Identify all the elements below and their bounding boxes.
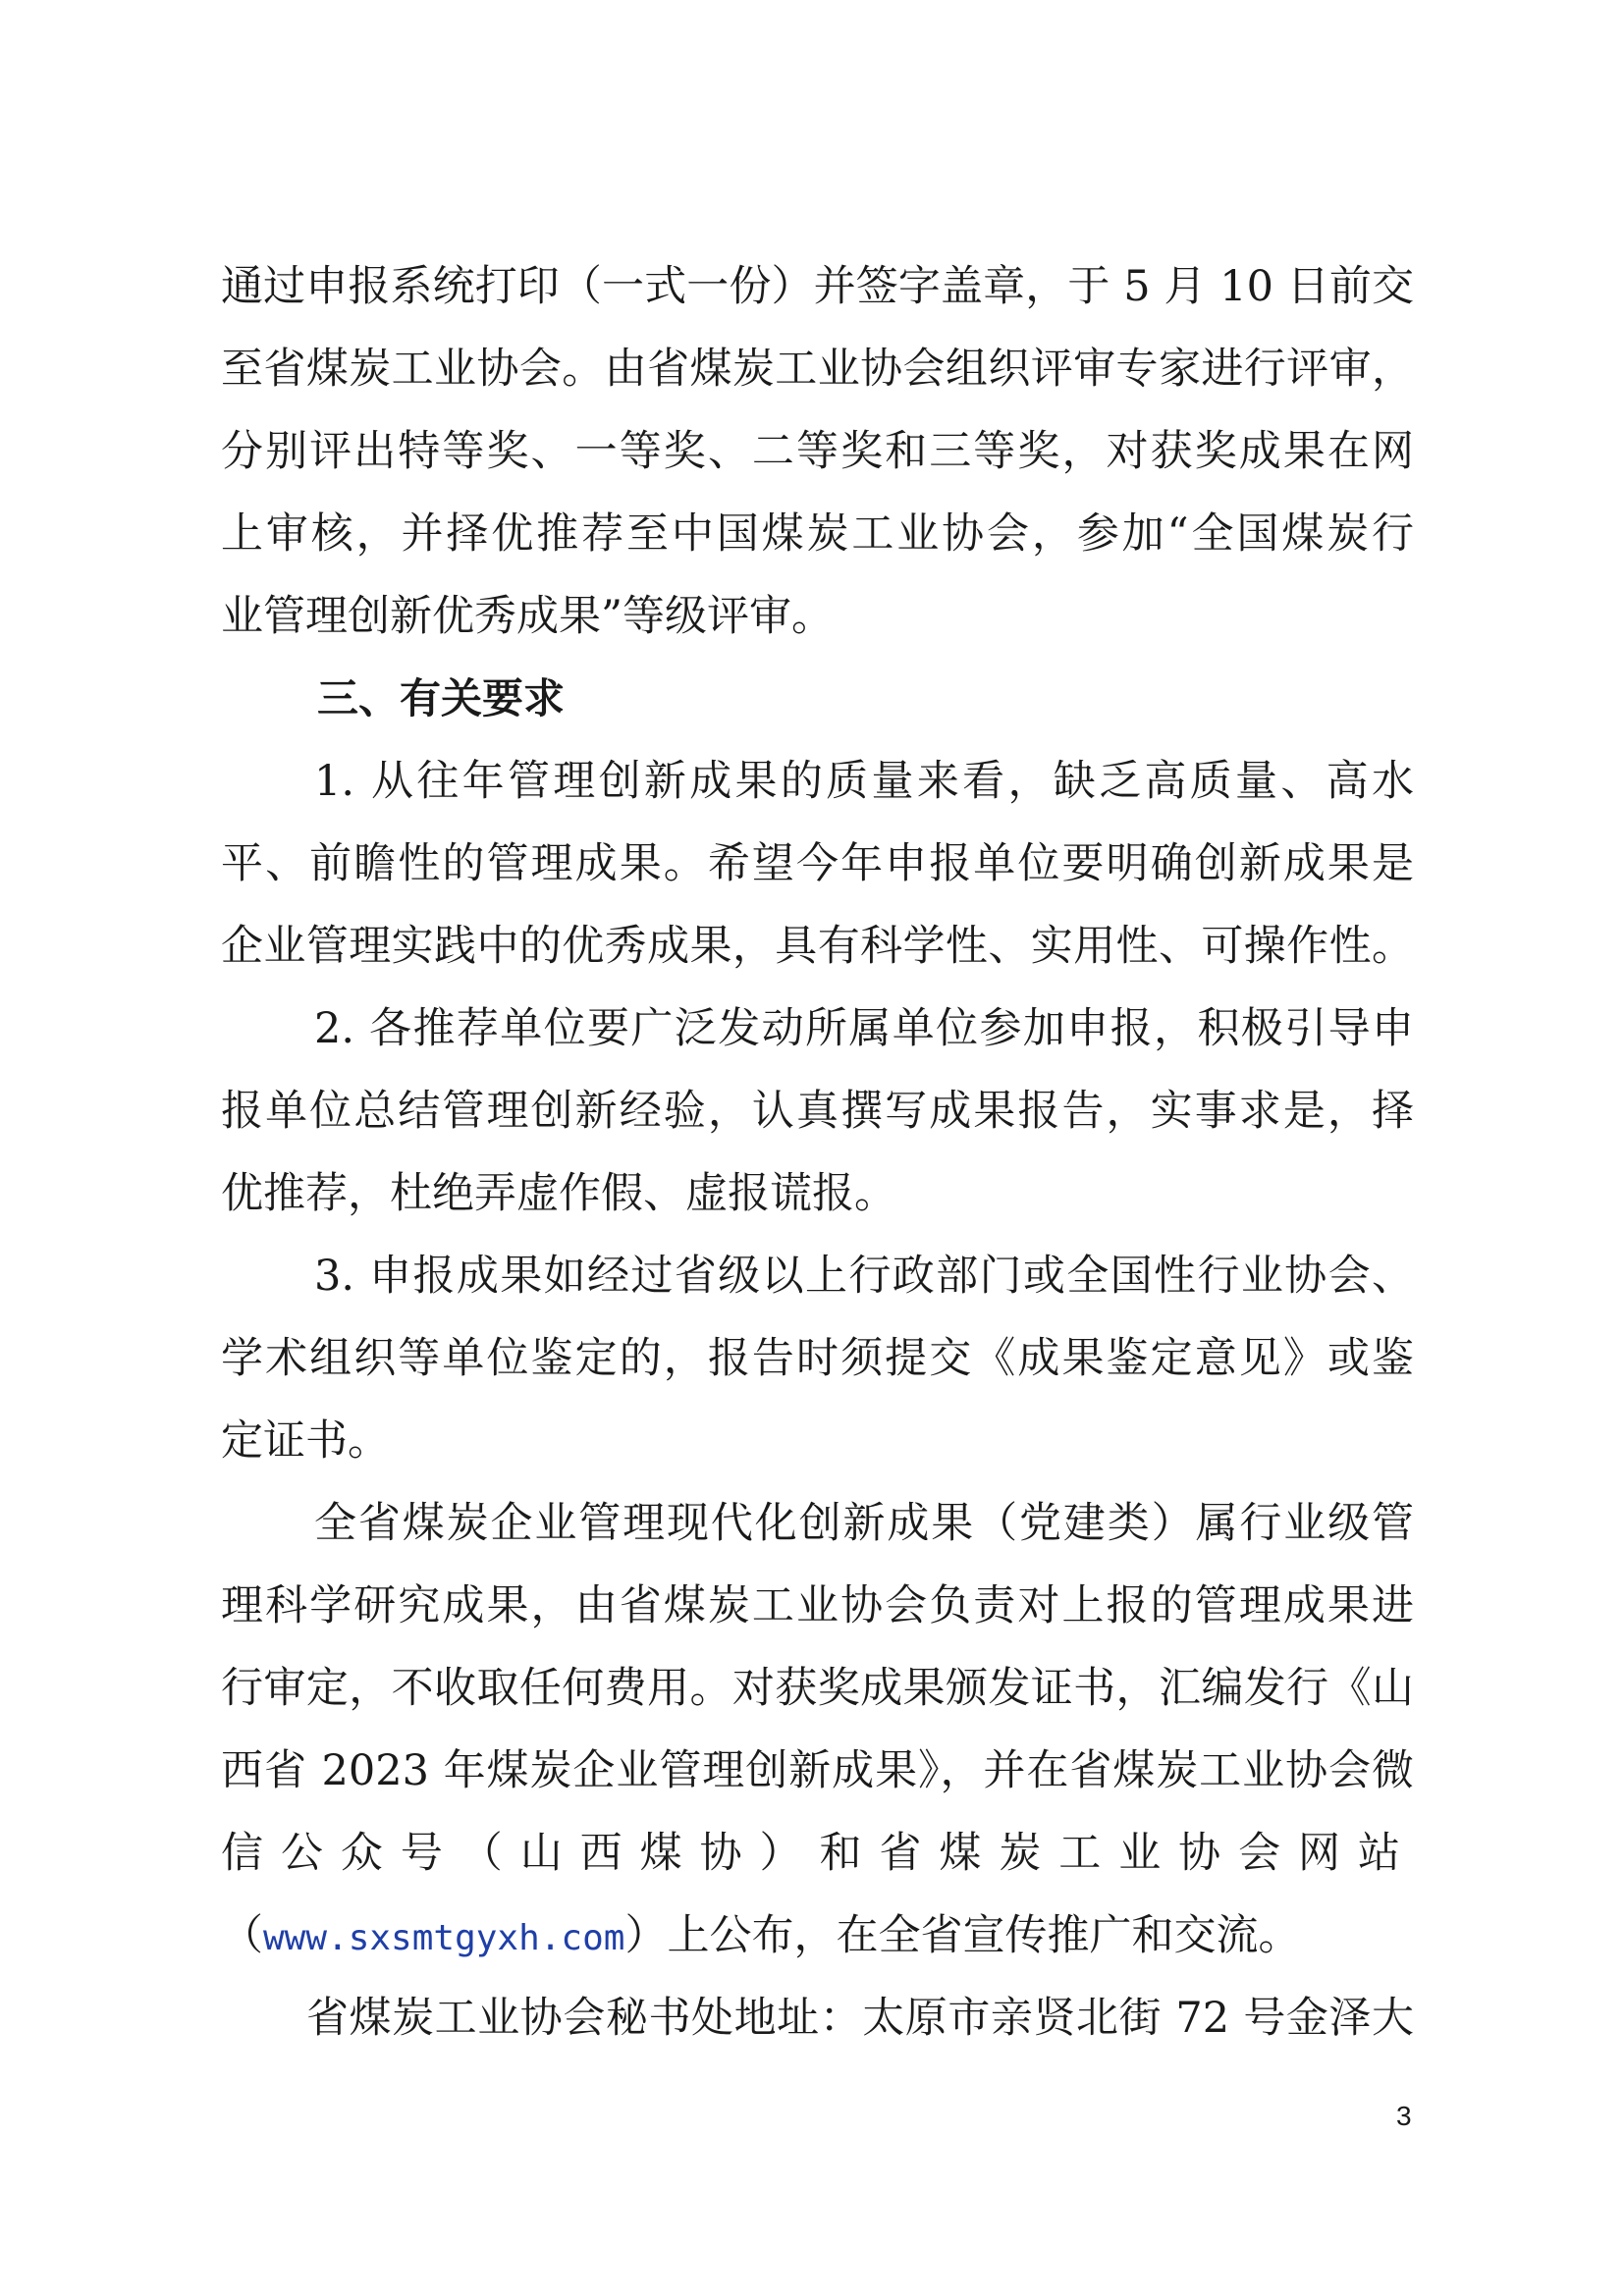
requirement-2-line-1: 2. 各推荐单位要广泛发动所属单位参加申报，积极引导申 bbox=[314, 1004, 1414, 1053]
url-open-paren: （ bbox=[221, 1911, 263, 1960]
section-three-heading: 三、有关要求 bbox=[317, 674, 566, 722]
publication-line-2: 理科学研究成果，由省煤炭工业协会负责对上报的管理成果进 bbox=[221, 1581, 1414, 1630]
requirement-3-line-3: 定证书。 bbox=[221, 1416, 390, 1466]
publication-line-3: 行审定，不收取任何费用。对获奖成果颁发证书，汇编发行《山 bbox=[221, 1664, 1414, 1713]
publication-line-1: 全省煤炭企业管理现代化创新成果（党建类）属行业级管 bbox=[314, 1499, 1414, 1548]
review-process-line-2: 至省煤炭工业协会。由省煤炭工业协会组织评审专家进行评审， bbox=[221, 345, 1414, 394]
page-number: 3 bbox=[1396, 2101, 1412, 2131]
requirement-2-line-3: 优推荐，杜绝弄虚作假、虚报谎报。 bbox=[221, 1169, 896, 1218]
requirement-1-line-1: 1. 从往年管理创新成果的质量来看，缺乏高质量、高水 bbox=[314, 757, 1414, 806]
website-link[interactable]: www.sxsmtgyxh.com bbox=[263, 1918, 625, 1958]
review-process-line-5: 业管理创新优秀成果”等级评审。 bbox=[221, 592, 834, 641]
requirement-1-line-2: 平、前瞻性的管理成果。希望今年申报单位要明确创新成果是 bbox=[221, 839, 1414, 888]
publication-line-6 bbox=[221, 1906, 1414, 1965]
review-process-line-1: 通过申报系统打印（一式一份）并签字盖章，于 5 月 10 日前交 bbox=[221, 262, 1414, 311]
url-close-text: ）上公布，在全省宣传推广和交流。 bbox=[624, 1911, 1301, 1960]
requirement-3-line-1: 3. 申报成果如经过省级以上行政部门或全国性行业协会、 bbox=[314, 1252, 1414, 1301]
address-line-1: 省煤炭工业协会秘书处地址：太原市亲贤北街 72 号金泽大 bbox=[306, 1994, 1414, 2043]
publication-line-4: 西省 2023 年煤炭企业管理创新成果》，并在省煤炭工业协会微 bbox=[221, 1746, 1414, 1795]
requirement-3-line-2: 学术组织等单位鉴定的，报告时须提交《成果鉴定意见》或鉴 bbox=[221, 1334, 1414, 1383]
review-process-line-4: 上审核，并择优推荐至中国煤炭工业协会，参加“全国煤炭行 bbox=[221, 509, 1414, 559]
requirement-1-line-3: 企业管理实践中的优秀成果，具有科学性、实用性、可操作性。 bbox=[221, 922, 1414, 971]
publication-line-5: 信公众号（山西煤协）和省煤炭工业协会网站 bbox=[221, 1829, 1414, 1878]
review-process-line-3: 分别评出特等奖、一等奖、二等奖和三等奖，对获奖成果在网 bbox=[221, 427, 1414, 476]
requirement-2-line-2: 报单位总结管理创新经验，认真撰写成果报告，实事求是，择 bbox=[221, 1087, 1414, 1136]
